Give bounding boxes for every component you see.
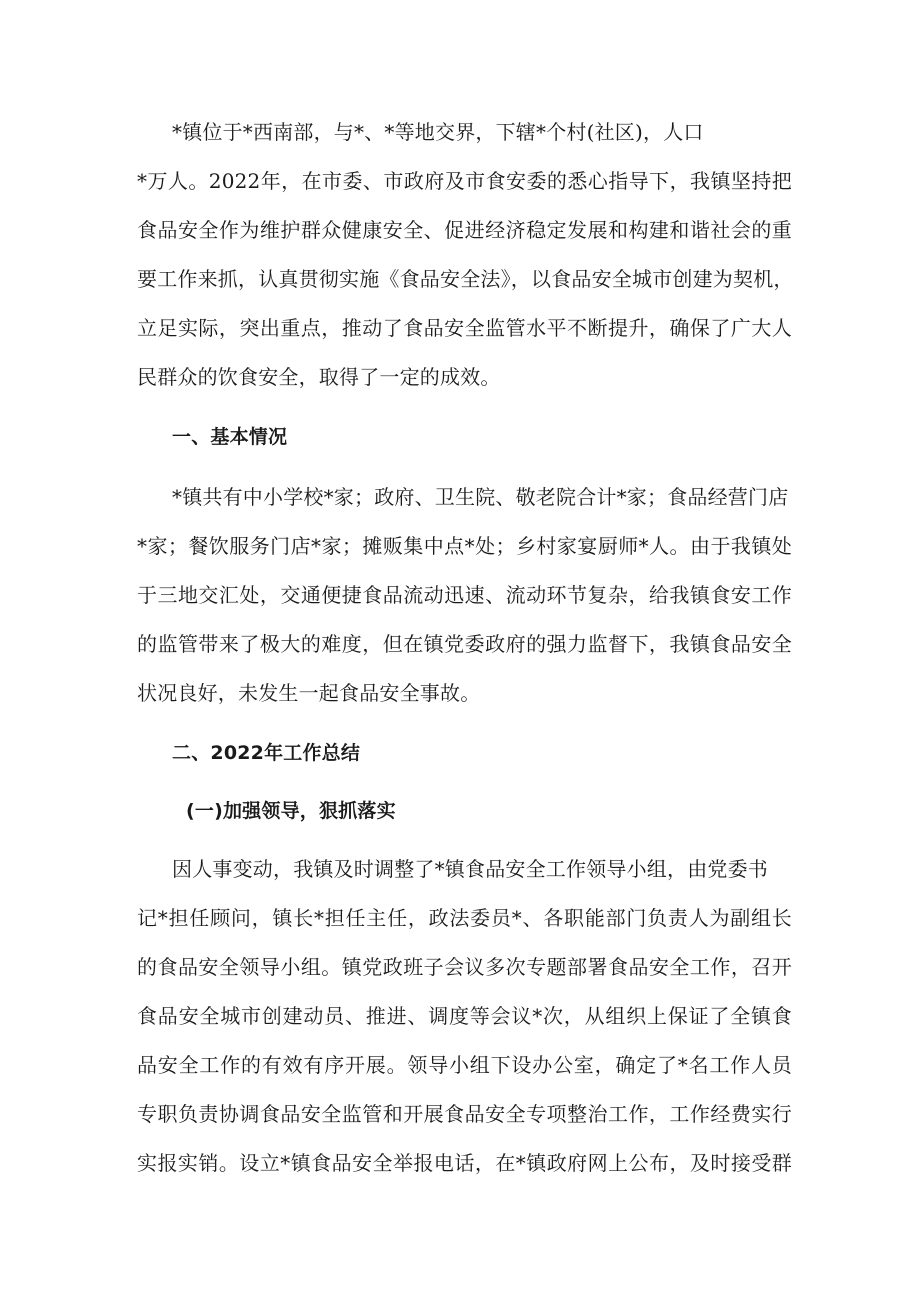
section2-sub1-line-7: 实报实销。设立*镇食品安全举报电话，在*镇政府网上公布，及时接受群	[137, 1151, 792, 1175]
section2-sub1-line-6: 专职负责协调食品安全监管和开展食品安全专项整治工作，工作经费实行	[137, 1102, 792, 1126]
section2-sub1-line-4: 食品安全城市创建动员、推进、调度等会议*次，从组织上保证了全镇食	[137, 1004, 792, 1028]
section2-sub1-line-3: 的食品安全领导小组。镇党政班子会议多次专题部署食品安全工作，召开	[137, 955, 792, 979]
section1-line-1: *镇共有中小学校*家；政府、卫生院、敬老院合计*家；食品经营门店	[172, 485, 789, 509]
section2-sub1-line-5: 品安全工作的有效有序开展。领导小组下设办公室，确定了*名工作人员	[137, 1053, 792, 1077]
section1-line-3: 于三地交汇处，交通便捷食品流动迅速、流动环节复杂，给我镇食安工作	[137, 583, 792, 607]
intro-line-3: 食品安全作为维护群众健康安全、促进经济稳定发展和构建和谐社会的重	[137, 218, 792, 242]
section1-line-4: 的监管带来了极大的难度，但在镇党委政府的强力监督下，我镇食品安全	[137, 632, 792, 656]
section2-sub1-line-1: 因人事变动，我镇及时调整了*镇食品安全工作领导小组，由党委书	[172, 857, 768, 881]
section2-heading: 二、2022年工作总结	[172, 742, 361, 764]
section1-line-5: 状况良好，未发生一起食品安全事故。	[137, 681, 481, 705]
intro-line-6: 民群众的饮食安全，取得了一定的成效。	[137, 365, 501, 389]
section2-subheading-1: (一)加强领导，狠抓落实	[186, 800, 396, 822]
intro-line-5: 立足实际，突出重点，推动了食品安全监管水平不断提升，确保了广大人	[137, 316, 792, 340]
intro-line-2: *万人。2022年，在市委、市政府及市食安委的悉心指导下，我镇坚持把	[137, 169, 792, 193]
section2-sub1-line-2: 记*担任顾问，镇长*担任主任，政法委员*、各职能部门负责人为副组长	[137, 906, 792, 930]
section1-heading: 一、基本情况	[172, 426, 288, 448]
section1-line-2: *家；餐饮服务门店*家；摊贩集中点*处；乡村家宴厨师*人。由于我镇处	[137, 534, 792, 558]
intro-line-4: 要工作来抓，认真贯彻实施《食品安全法》，以食品安全城市创建为契机，	[137, 267, 794, 291]
intro-line-1: *镇位于*西南部，与*、*等地交界，下辖*个村(社区)，人口	[172, 120, 704, 144]
